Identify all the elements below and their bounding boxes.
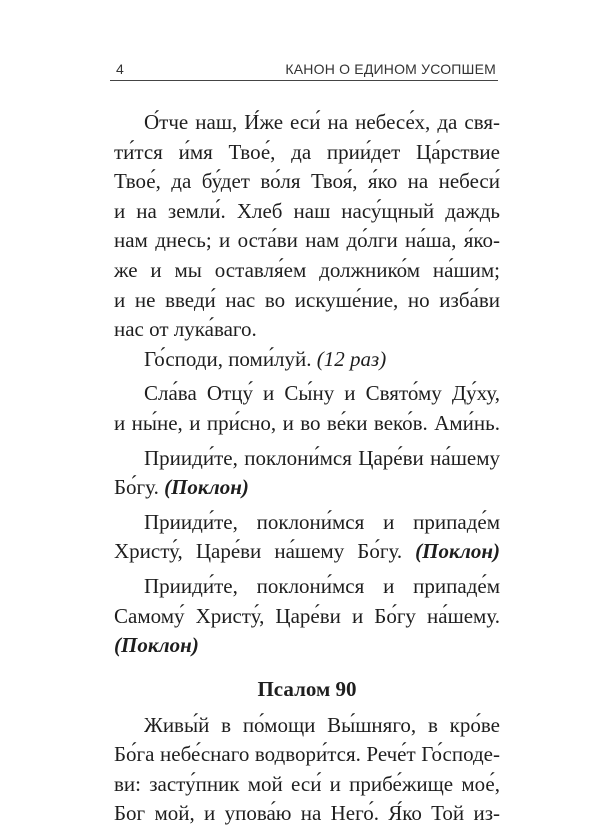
prayer-line: и не введи́ нас во искуше́ние, но изба́ви (114, 287, 500, 312)
prayer-line: и на земли́. Хлеб наш насу́щный даждь (114, 198, 500, 223)
text-body (114, 108, 500, 829)
page-number: 4 (116, 61, 124, 77)
glory-line: и ны́не, и при́сно, и во ве́ки веко́в. Ами́нь. (114, 410, 500, 435)
psalm-line: Бо́га небе́снаго водвори́тся. Рече́т Го́споде- (114, 742, 500, 767)
glory-line: Сла́ва Отцу́ и Сы́ну и Свято́му Ду́ху, (144, 381, 500, 406)
prayer-line: нас от лука́ваго. (114, 317, 257, 342)
bow-rubric: (Поклон) (114, 633, 199, 658)
verse-line: Прииди́те, поклони́мся и припаде́м (144, 573, 500, 598)
verse-line: Прииди́те, поклони́мся и припаде́м (144, 509, 500, 534)
verse-line: Прииди́те, поклони́мся Царе́ви на́шему (144, 445, 500, 470)
verse-line (114, 473, 500, 503)
kyrie-text: Го́споди, поми́луй. (144, 346, 312, 371)
verse-line (114, 537, 500, 567)
bow-rubric: (Поклон) (164, 475, 249, 500)
bow-rubric: (Поклон) (415, 539, 500, 564)
prayer-line: же и мы оставля́ем должнико́м на́шим; (114, 257, 500, 282)
lords-prayer (114, 108, 500, 345)
running-title: КАНОН О ЕДИНОМ УСОПШЕМ (285, 61, 496, 77)
verse-text: Бо́гу. (114, 475, 159, 500)
prayer-line: Твое́, да бу́дет во́ля Твоя́, я́ко на небеси́ (114, 169, 500, 194)
come-let-us-worship-2 (114, 508, 500, 567)
psalm-line: ви: засту́пник мой еси́ и прибе́жище мое́, (114, 771, 500, 796)
psalm-90 (114, 711, 500, 829)
prayer-line: нам днесь; и оста́ви нам до́лги на́ша, я́ко- (114, 228, 500, 253)
come-let-us-worship-1 (114, 444, 500, 503)
psalm-line: Живы́й в по́мощи Вы́шняго, в кро́ве (144, 712, 500, 737)
glory-prayer (114, 379, 500, 438)
kyrie-line (114, 345, 500, 375)
verse-text: Христу́, Царе́ви на́шему Бо́гу. (114, 539, 403, 564)
psalm-title: Псалом 90 (257, 676, 357, 701)
verse-line: Самому́ Христу́, Царе́ви и Бо́гу на́шему. (114, 603, 500, 628)
kyrie-note: (12 раз) (316, 346, 387, 371)
prayer-line: ти́тся и́мя Твое́, да прии́дет Ца́рствие (114, 139, 500, 164)
come-let-us-worship-3 (114, 572, 500, 661)
prayer-line: О́тче наш, И́же еси́ на небесе́х, да свя- (144, 110, 500, 134)
page-header (110, 60, 498, 81)
psalm-line: Бог мой, и упова́ю на Него́. Я́ко Той из- (114, 801, 500, 826)
